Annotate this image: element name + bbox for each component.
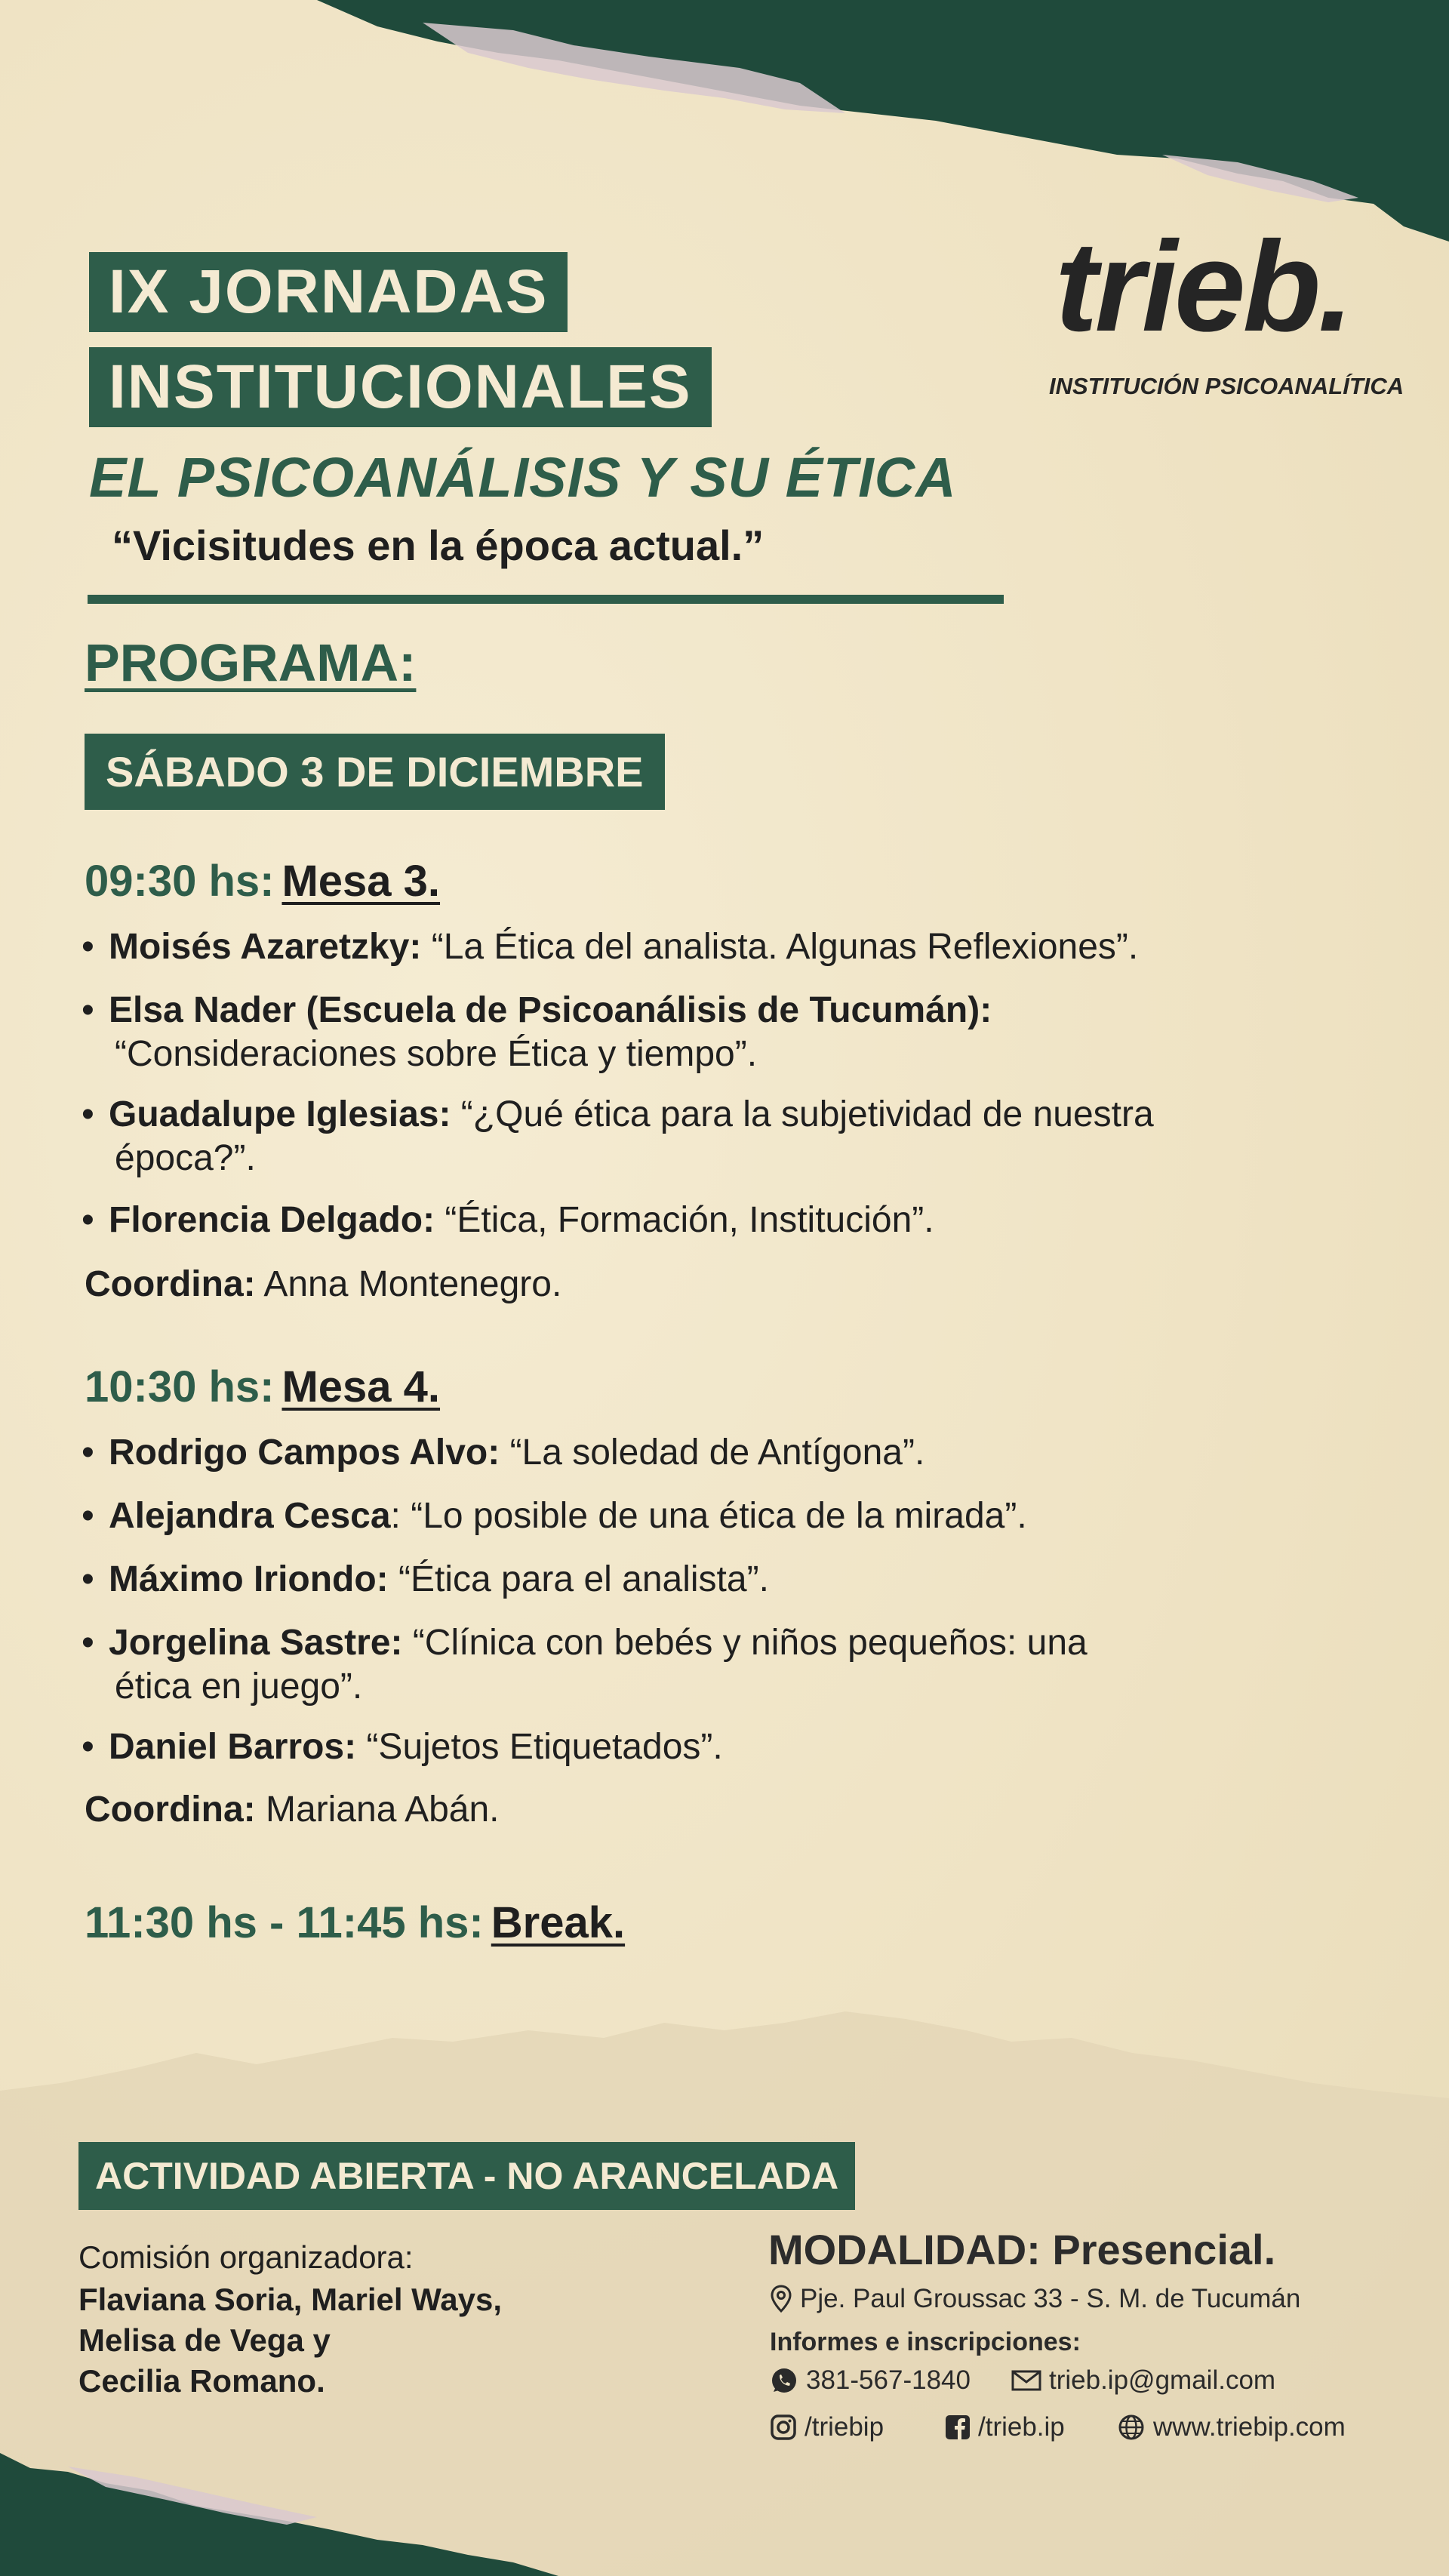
program-item	[82, 989, 1364, 1076]
coordinator-name: Anna Montenegro.	[255, 1264, 562, 1304]
bullet: •	[82, 1623, 94, 1663]
talk-title-continued: época?”.	[115, 1138, 256, 1178]
info-label: Informes e inscripciones:	[770, 2328, 1081, 2356]
bullet: •	[82, 927, 94, 967]
committee-line: Flaviana Soria, Mariel Ways,	[78, 2282, 503, 2317]
title-line-2: INSTITUCIONALES	[89, 347, 712, 427]
bullet: •	[82, 1559, 94, 1599]
program-item	[82, 1199, 1364, 1242]
speaker-name: Alejandra Cesca	[109, 1496, 391, 1536]
bullet: •	[82, 1496, 94, 1536]
bullet: •	[82, 1727, 94, 1767]
committee-line: Cecilia Romano.	[78, 2363, 325, 2399]
talk-title: “Sujetos Etiquetados”.	[356, 1727, 723, 1767]
open-activity-badge: ACTIVIDAD ABIERTA - NO ARANCELADA	[78, 2142, 855, 2210]
website-url[interactable]: www.triebip.com	[1153, 2412, 1346, 2442]
event-tagline: “Vicisitudes en la época actual.”	[112, 522, 764, 569]
speaker-name: Daniel Barros:	[109, 1727, 357, 1767]
trieb-logo: trieb.	[1055, 215, 1351, 359]
facebook-icon	[945, 2414, 971, 2440]
website-row	[1117, 2412, 1346, 2442]
talk-title-continued: ética en juego”.	[115, 1667, 363, 1707]
phone-row	[770, 2365, 971, 2396]
trieb-logo-tagline: INSTITUCIÓN PSICOANALÍTICA	[1049, 373, 1404, 399]
speaker-name: Moisés Azaretzky:	[109, 927, 422, 967]
address-text: Pje. Paul Groussac 33 - S. M. de Tucumán	[800, 2284, 1301, 2313]
committee-label: Comisión organizadora:	[78, 2239, 414, 2275]
talk-title: “Ética, Formación, Institución”.	[435, 1200, 934, 1240]
facebook-row	[945, 2412, 1065, 2442]
speaker-name: Elsa Nader (Escuela de Psicoanálisis de Tucumán):	[109, 990, 992, 1030]
program-item	[82, 1093, 1364, 1180]
bullet: •	[82, 990, 94, 1030]
divider-rule	[88, 595, 1004, 604]
phone-number[interactable]: 381-567-1840	[806, 2365, 971, 2395]
session-title: Mesa 4.	[281, 1362, 441, 1411]
talk-title: “La soledad de Antígona”.	[500, 1433, 925, 1473]
speaker-name: Rodrigo Campos Alvo:	[109, 1433, 500, 1473]
coordinator-label: Coordina:	[85, 1790, 256, 1830]
program-item	[82, 1494, 1364, 1538]
whatsapp-icon	[770, 2366, 798, 2395]
title-block	[89, 252, 568, 332]
day-badge: SÁBADO 3 DE DICIEMBRE	[85, 734, 665, 810]
session-header	[85, 1362, 440, 1412]
bullet: •	[82, 1200, 94, 1240]
talk-title: “Ética para el analista”.	[388, 1559, 769, 1599]
program-item	[82, 1621, 1364, 1709]
speaker-name: Jorgelina Sastre:	[109, 1623, 403, 1663]
facebook-handle[interactable]: /trieb.ip	[978, 2412, 1065, 2442]
bullet: •	[82, 1433, 94, 1473]
talk-title: “¿Qué ética para la subjetividad de nuestra	[451, 1094, 1154, 1134]
break-header	[85, 1897, 625, 1948]
email-row	[1011, 2365, 1275, 2396]
session-coordinator	[85, 1789, 500, 1830]
session-coordinator	[85, 1263, 561, 1305]
coordinator-name: Mariana Abán.	[255, 1790, 500, 1830]
session-title: Mesa 3.	[281, 857, 441, 906]
instagram-icon	[770, 2414, 797, 2441]
talk-title: “Clínica con bebés y niños pequeños: una	[402, 1623, 1088, 1663]
break-time: 11:30 hs - 11:45 hs:	[85, 1898, 484, 1947]
instagram-handle[interactable]: /triebip	[804, 2412, 884, 2442]
event-subtitle: EL PSICOANÁLISIS Y SU ÉTICA	[89, 446, 957, 509]
program-item	[82, 1431, 1364, 1475]
email-address[interactable]: trieb.ip@gmail.com	[1049, 2365, 1276, 2395]
instagram-row	[770, 2412, 884, 2442]
bullet: •	[82, 1094, 94, 1134]
program-item	[82, 1558, 1364, 1602]
address-row	[770, 2284, 1300, 2314]
modality: MODALIDAD: Presencial.	[768, 2226, 1276, 2273]
talk-title: “La Ética del analista. Algunas Reflexiones”.	[421, 927, 1139, 967]
programa-heading: PROGRAMA:	[85, 633, 417, 692]
coordinator-label: Coordina:	[85, 1264, 256, 1304]
speaker-name: Florencia Delgado:	[109, 1200, 435, 1240]
speaker-name: Guadalupe Iglesias:	[109, 1094, 451, 1134]
location-pin-icon	[770, 2285, 792, 2313]
title-line-1: IX JORNADAS	[89, 252, 568, 332]
committee-line: Melisa de Vega y	[78, 2322, 331, 2358]
speaker-name: Máximo Iriondo:	[109, 1559, 389, 1599]
program-item	[82, 1725, 1364, 1769]
session-time: 10:30 hs:	[85, 1362, 275, 1411]
talk-title: : “Lo posible de una ética de la mirada”.	[390, 1496, 1027, 1536]
talk-title: “Consideraciones sobre Ética y tiempo”.	[115, 1034, 758, 1074]
mail-icon	[1011, 2369, 1041, 2392]
title-block-2	[89, 347, 712, 427]
break-label: Break.	[491, 1898, 626, 1947]
session-time: 09:30 hs:	[85, 857, 275, 906]
globe-icon	[1117, 2413, 1146, 2442]
program-item	[82, 925, 1364, 969]
session-header	[85, 856, 440, 906]
